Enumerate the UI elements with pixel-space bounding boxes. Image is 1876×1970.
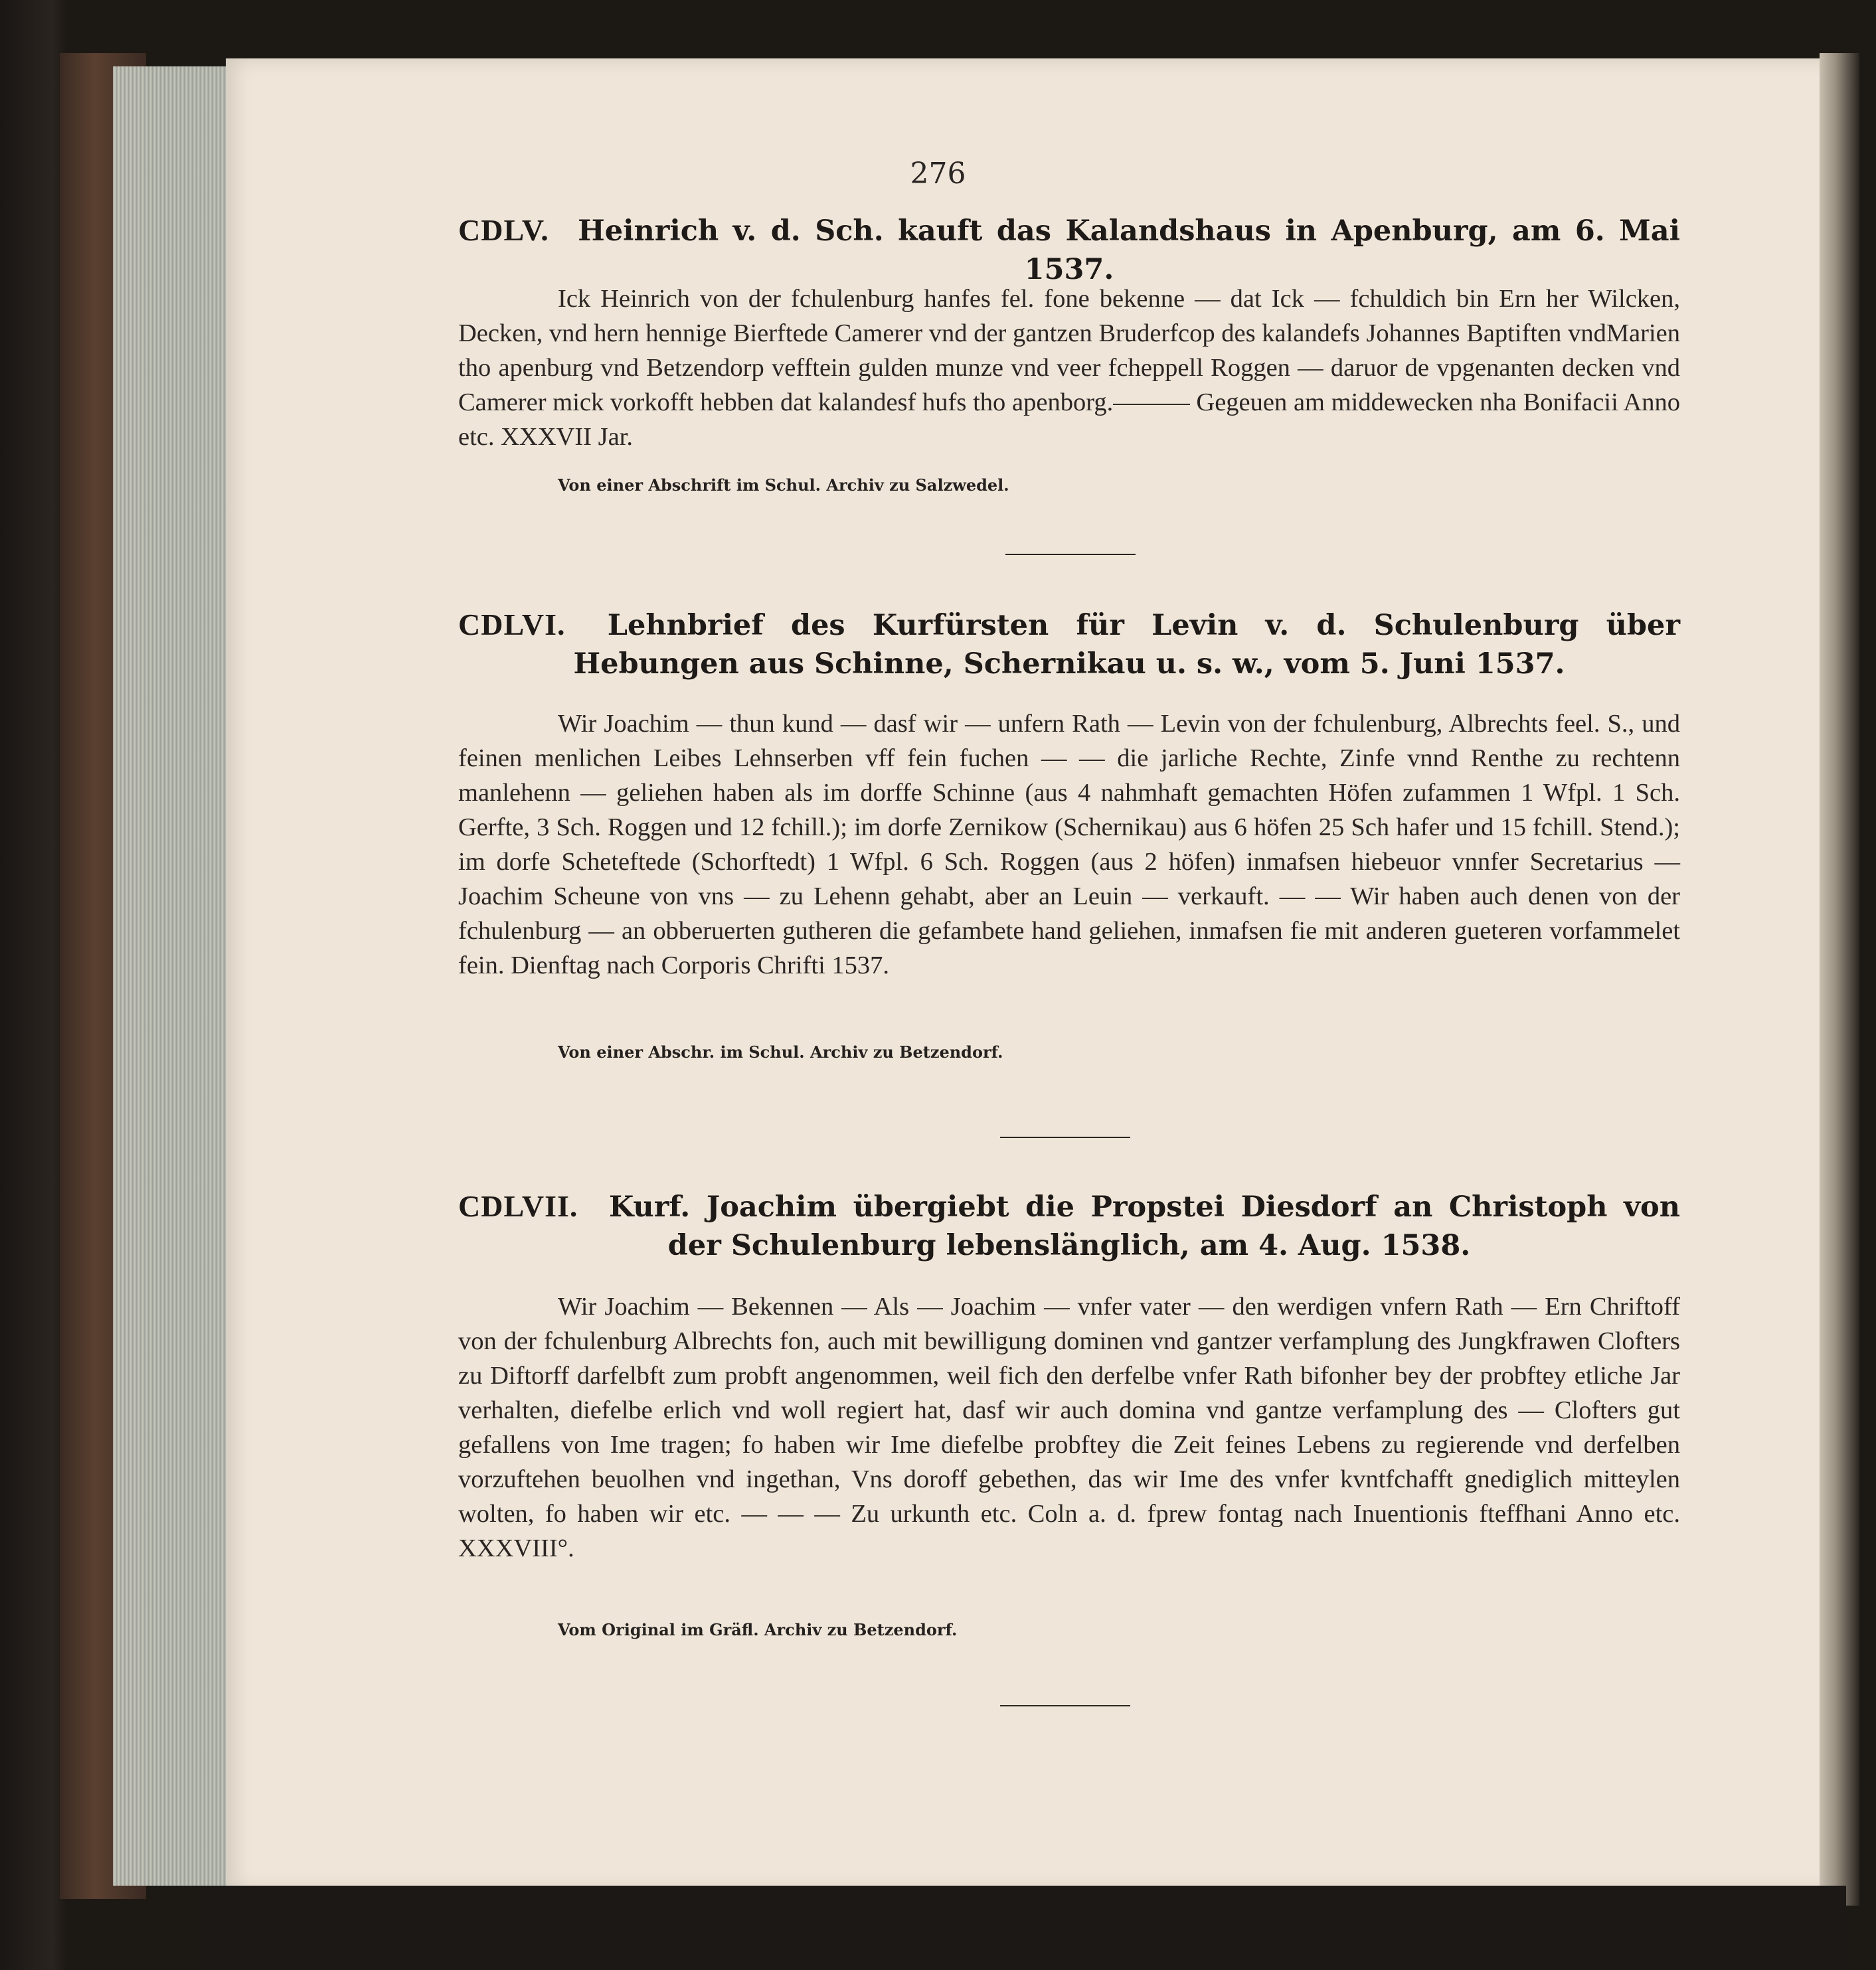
entry-numeral: CDLV.: [458, 213, 549, 247]
entry-title: Heinrich v. d. Sch. kauft das Kalandshaus in Apenburg, am 6. Mai 1537.: [578, 214, 1680, 286]
entry-source: Von einer Abschrift im Schul. Archiv zu Salzwedel.: [558, 475, 1009, 495]
entry-text: Ick Heinrich von der fchulenburg hanfes fel. fone bekenne — dat Ick — fchuldich bin Ern her Wilcken, Decken, vnd hern hennige Bierftede Camerer vnd der gantzen Bruderfcop des kalandefs Johannes Baptiften vndMarien tho apenburg vnd Betzendorp vefftein gulden munze vnd veer fcheppell Roggen — daruor de vpgenanten decken vnd Camerer mick vorkofft hebben dat kalandesf hufs tho apenborg.——— Gegeuen am middewecken nha Bonifacii Anno etc. XXXVII Jar.: [458, 285, 1680, 451]
entry-heading: [458, 606, 1680, 683]
page-number: 276: [910, 157, 966, 191]
entry-heading: [458, 211, 1680, 289]
entry-text: Wir Joachim — Bekennen — Als — Joachim — vnfer vater — den werdigen vnfern Rath — Ern Chriftoff von der fchulenburg Albrechts fon, auch mit bewilligung dominen vnd gantzer verfamplung des Jungkfrawen Clofters zu Diftorff darfelbft zum probft angenommen, weil fich den derfelbe vnfer Rath bifonher bey der probftey etliche Jar verhalten, diefelbe erlich vnd woll regiert hat, dasf wir auch domina vnd gantze verfamplung des — Clofters gut gefallens von Ime tragen; fo haben wir Ime diefelbe probftey die Zeit feines Lebens zu regierende vnd derfelben vorzuftehen beuolhen vnd ingethan, Vns doroff gebethen, das wir Ime des vnfer kvntfchafft gnediglich mitteylen wolten, fo haben wir etc. — — — Zu urkunth etc. Coln a. d. fprew fontag nach Inuentionis fteffhani Anno etc. XXXVIII°.: [458, 1293, 1680, 1562]
page-gutter: [1820, 53, 1859, 1906]
entry-numeral: CDLVI.: [458, 608, 566, 641]
entry-text: Wir Joachim — thun kund — dasf wir — unfern Rath — Levin von der fchulenburg, Albrechts feel. S., und feinen menlichen Leibes Lehnserben vff fein fuchen — — die jarliche Rechte, Zinfe vnnd Renthe zu rechtenn manlehenn — geliehen haben als im dorffe Schinne (aus 4 nahmhaft gemachten Höfen zufammen 1 Wfpl. 1 Sch. Gerfte, 3 Sch. Roggen und 12 fchill.); im dorfe Zernikow (Schernikau) aus 6 höfen 25 Sch hafer und 15 fchill. Stend.); im dorfe Scheteftede (Schorftedt) 1 Wfpl. 6 Sch. Roggen (aus 2 höfen) inmafsen hiebeuor vnnfer Secretarius — Joachim Scheune von vns — zu Lehenn gehabt, aber an Leuin — verkauft. — — Wir haben auch denen von der fchulenburg — an obberuerten gutheren die gefambete hand geliehen, inmafsen fie mit anderen gueteren vorfammelet fein. Dienftag nach Corporis Chrifti 1537.: [458, 710, 1680, 979]
section-divider: [1005, 554, 1136, 555]
entry-title: Lehnbrief des Kurfürsten für Levin v. d. Schulenburg über Hebungen aus Schinne, Schernikau u. s. w., vom 5. Juni 1537.: [573, 609, 1680, 681]
entry-numeral: CDLVII.: [458, 1189, 578, 1223]
section-divider: [1000, 1137, 1130, 1138]
entry-source: Von einer Abschr. im Schul. Archiv zu Betzendorf.: [558, 1042, 1003, 1062]
entry-heading: [458, 1187, 1680, 1265]
bottom-shadow: [199, 1886, 1846, 1970]
entry-source: Vom Original im Gräfl. Archiv zu Betzendorf.: [558, 1620, 958, 1639]
page-edges: [113, 66, 232, 1886]
entry-title: Kurf. Joachim übergiebt die Propstei Diesdorf an Christoph von der Schulenburg lebenslänglich, am 4. Aug. 1538.: [609, 1190, 1680, 1262]
section-divider: [1000, 1705, 1130, 1706]
